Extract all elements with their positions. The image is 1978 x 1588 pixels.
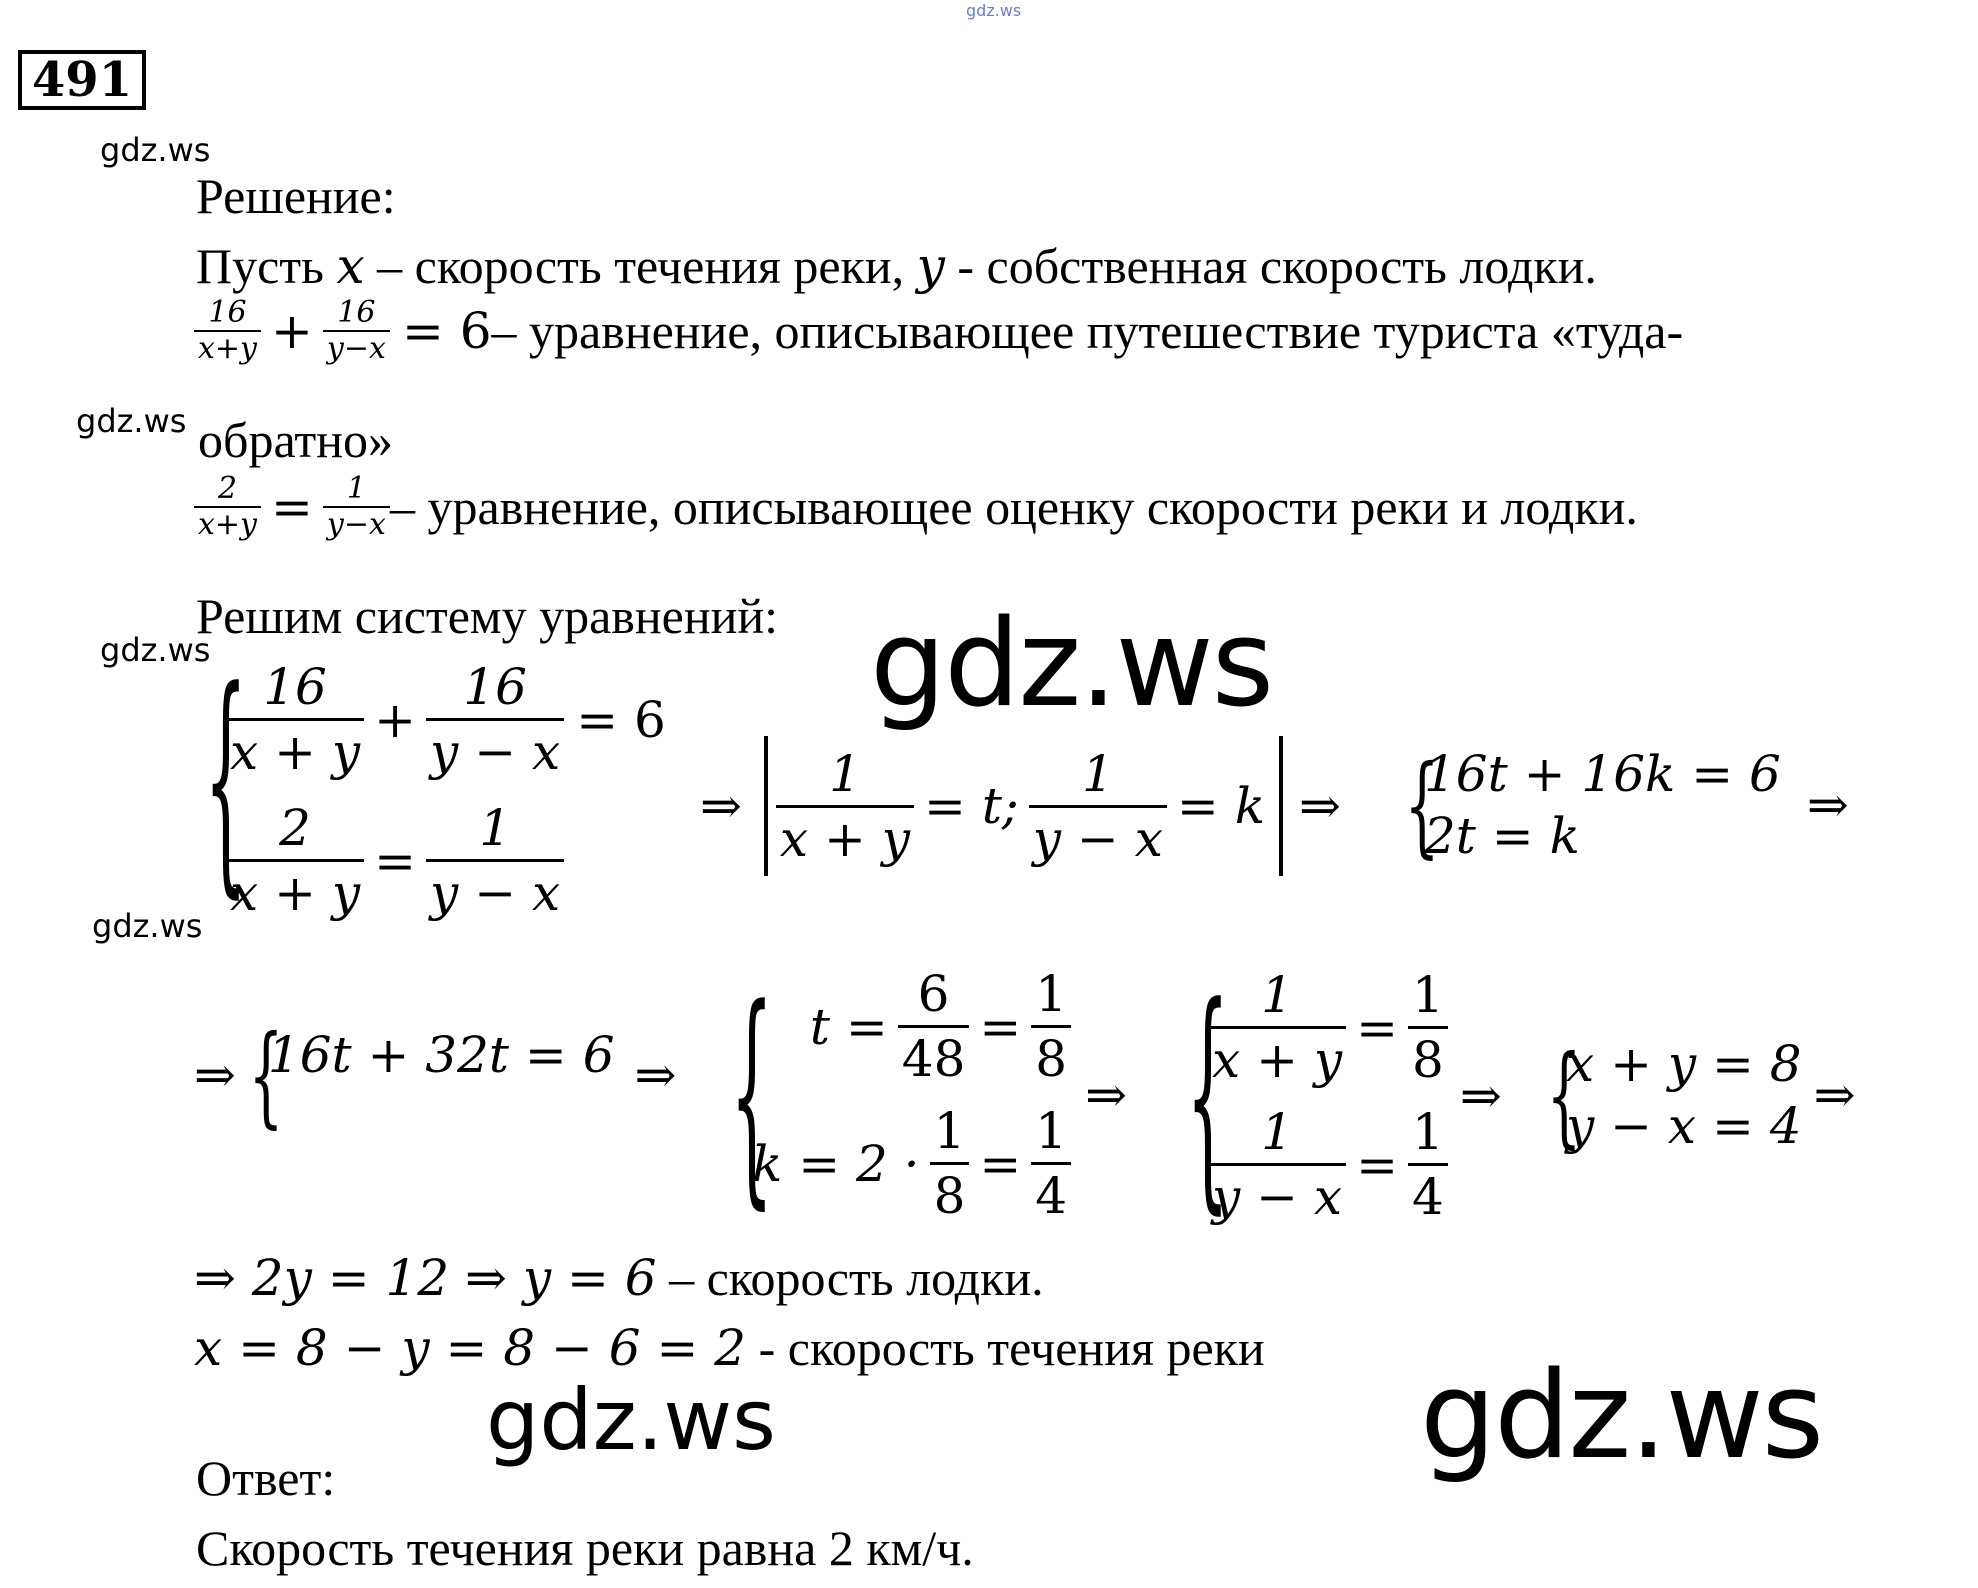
system-5-brace: { [1186,956,1230,1236]
system-6-lines [1566,1033,1802,1157]
result-1-math: ⇒ 2y = 12 ⇒ y = 6 [194,1249,657,1307]
system-2-brace: { [1404,741,1440,869]
eq1-frac2-num: 16 [337,295,376,330]
system-5-line-1 [1208,964,1448,1091]
result-line-1 [194,1248,1044,1308]
result-2-text: - скорость течения реки [746,1320,1265,1376]
s1-d-den: y − x [426,859,564,924]
s1-c-num: 2 [279,799,311,857]
s4-t-num2: 1 [1035,965,1068,1023]
eq1-rhs: = 6 [401,302,492,360]
system-6-brace: { [1546,1031,1582,1159]
s5-a-frac-2 [1408,964,1448,1091]
system-2 [1398,740,1849,870]
arrow-1: ⇒ [700,777,742,835]
sub-frac-2 [1029,743,1167,870]
intro-line [196,236,1597,296]
answer-label: Ответ: [196,1450,336,1506]
s5-b-frac-2 [1408,1101,1448,1228]
substitution-bar-right [1279,736,1283,876]
solution-heading: Решение: [196,168,396,224]
eq1-plus: + [271,302,313,360]
sub1-num: 1 [829,744,861,803]
s1-frac-d [426,797,564,924]
s4-k-den: 8 [930,1162,970,1227]
sub1-rhs: = t; [924,777,1019,835]
system-5 [1178,946,1502,1246]
eq2-frac2-den: y−x [323,506,390,542]
system-4-line-1 [752,963,1071,1090]
system-6-line-2: y − x = 4 [1566,1097,1802,1155]
system-4-lines [752,963,1071,1227]
s4-k-num: 1 [933,1102,966,1160]
s1-a-den: x + y [226,718,364,783]
arrow-4: ⇒ [194,1046,236,1104]
eq2-equals: = [271,478,313,536]
s4-k-den2: 4 [1031,1162,1071,1227]
s4-t-num: 6 [917,965,950,1023]
system-5-lines [1208,964,1448,1228]
watermark-large-1: gdz.ws [870,595,1273,734]
equation-2-line [194,472,1638,542]
eq1-frac2-den: y−x [323,330,390,366]
s4-t-eq: = [979,997,1022,1056]
s1-d-num: 1 [479,799,512,857]
s4-t-frac-1 [898,963,970,1090]
watermark-small-4: gdz.ws [92,907,203,945]
sub2-den: y − x [1029,805,1167,870]
system-4 [722,950,1127,1240]
s5-b-den2: 4 [1408,1163,1448,1228]
sub2-rhs: = k [1176,777,1266,835]
s4-t-den2: 8 [1031,1025,1071,1090]
system-1-line-2 [226,797,666,924]
arrow-5: ⇒ [634,1046,677,1104]
intro-suffix: - собственная скорость лодки. [944,238,1597,294]
s5-b-den: y − x [1208,1163,1346,1228]
s1-frac-b [426,656,564,783]
s4-t-frac-2 [1031,963,1071,1090]
watermark-small-3: gdz.ws [100,631,211,669]
s4-k-num2: 1 [1035,1102,1068,1160]
intro-var-x: x [336,237,365,295]
intro-prefix: Пусть [196,238,337,294]
watermark-small-2: gdz.ws [76,402,187,440]
intro-mid: – скорость течения реки, [364,238,917,294]
s1-b-num: 16 [463,658,527,716]
s1-rhs: = 6 [576,690,666,749]
eq2-description: – уравнение, описывающее оценку скорости реки и лодки. [389,479,1638,535]
eq2-frac1-den: x+y [194,506,261,542]
s5-b-eq: = [1356,1135,1399,1194]
eq1-description: – уравнение, описывающее путешествие туриста «туда- [491,303,1684,359]
s1-c-den: x + y [226,859,364,924]
result-1-text: – скорость лодки. [656,1250,1044,1306]
eq1-fraction-2 [323,296,390,366]
eq2-fraction-1 [194,472,261,542]
system-1 [196,640,666,940]
s1-a-num: 16 [263,658,327,716]
eq1-fraction-1 [194,296,261,366]
s1-b-den: y − x [426,718,564,783]
s5-a-eq: = [1356,998,1399,1057]
eq1-frac1-den: x+y [194,330,261,366]
result-line-2 [194,1318,1265,1378]
arrow-3: ⇒ [1806,776,1849,834]
system-intro: Решим систему уравнений: [196,588,778,644]
system-4-line-2 [752,1100,1071,1227]
system-5-line-2 [1208,1101,1448,1228]
system-1-lines [226,656,666,924]
s4-k-frac-1 [930,1100,970,1227]
system-6-line-1: x + y = 8 [1566,1035,1802,1093]
eq1-description-line2: обратно» [198,412,393,468]
system-2-line-1: 16t + 16k = 6 [1424,745,1781,803]
watermark-large-2: gdz.ws [1420,1347,1823,1486]
system-3-line-1: 16t + 32t = 6 [267,1026,615,1084]
s5-b-num2: 1 [1412,1103,1444,1161]
s4-k-lhs: k = 2 · [752,1134,920,1193]
sub2-num: 1 [1081,744,1114,803]
system-1-line-1 [226,656,666,783]
arrow-2: ⇒ [1299,777,1341,835]
watermark-top: gdz.ws [966,1,1022,20]
s1-plus: + [374,690,417,749]
intro-var-y: y [916,237,945,295]
system-3-brace: { [248,1011,284,1139]
sub1-den: x + y [776,805,914,870]
s5-a-den2: 8 [1408,1026,1448,1091]
s4-t-lhs: t = [809,997,888,1056]
result-2-math: x = 8 − y = 8 − 6 = 2 [194,1319,747,1377]
eq2-frac2-num: 1 [346,471,366,506]
system-4-brace: { [730,960,774,1230]
eq2-fraction-2 [323,472,390,542]
system-2-line-2: 2t = k [1424,807,1580,865]
answer-text: Скорость течения реки равна 2 км/ч. [196,1520,974,1576]
s1-equals: = [374,831,417,890]
substitution-block [700,736,1349,876]
equation-1-line [194,296,1683,366]
s5-a-num2: 1 [1412,966,1444,1024]
s4-k-eq: = [979,1134,1022,1193]
eq1-frac1-num: 16 [208,295,247,330]
s4-k-frac-2 [1031,1100,1071,1227]
s5-a-den: x + y [1208,1026,1346,1091]
system-6 [1540,1030,1856,1160]
system-2-lines [1424,743,1781,867]
system-3 [194,1011,677,1139]
watermark-small-1: gdz.ws [100,131,211,169]
watermark-medium: gdz.ws [486,1371,776,1469]
problem-number: 491 [18,50,146,110]
arrow-7: ⇒ [1459,1067,1502,1125]
s5-a-num: 1 [1261,966,1293,1024]
substitution-bar-left [764,736,768,876]
s4-t-den: 48 [898,1025,970,1090]
arrow-8: ⇒ [1813,1066,1856,1124]
sub-frac-1 [776,743,914,870]
system-1-brace: { [204,640,248,920]
eq2-frac1-num: 2 [217,471,238,506]
s5-b-num: 1 [1261,1103,1293,1161]
arrow-6: ⇒ [1085,1066,1128,1124]
